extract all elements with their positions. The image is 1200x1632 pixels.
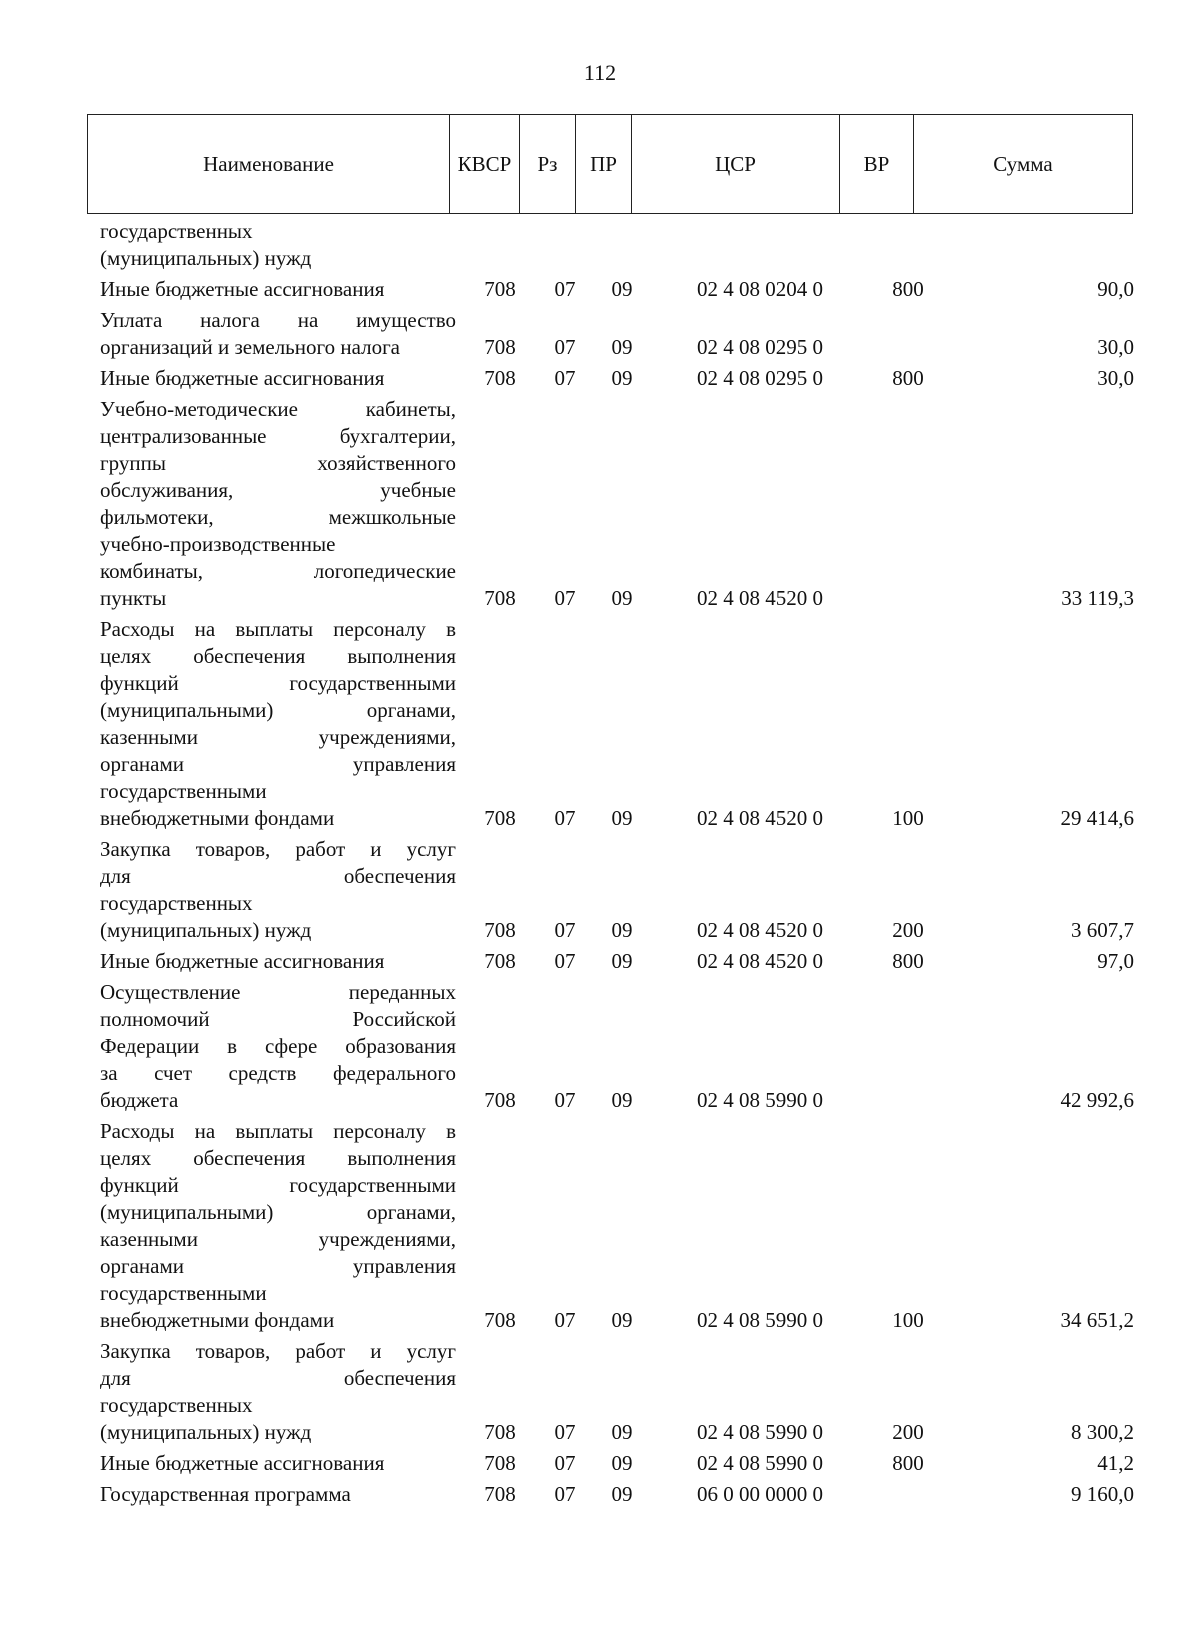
cell-kvsr: 708 (484, 1308, 516, 1332)
row-name-line: группы хозяйственного (100, 451, 456, 475)
table-row (0, 1338, 1200, 1446)
row-name-line: целях обеспечения выполнения (100, 644, 456, 668)
cell-csr: 02 4 08 4520 0 (697, 949, 823, 973)
row-name-line: обслуживания, учебные (100, 478, 456, 502)
row-name-line: государственных (100, 891, 253, 915)
cell-vr: 200 (892, 1420, 924, 1444)
cell-vr: 100 (892, 806, 924, 830)
cell-pr: 09 (611, 1482, 633, 1506)
cell-pr: 09 (611, 586, 633, 610)
cell-csr: 02 4 08 0204 0 (697, 277, 823, 301)
row-name (100, 948, 456, 975)
cell-rz: 07 (554, 806, 576, 830)
table-row (0, 307, 1200, 361)
row-name-line: Закупка товаров, работ и услуг (100, 1339, 456, 1363)
cell-csr: 02 4 08 0295 0 (697, 366, 823, 390)
row-name (100, 616, 456, 832)
cell-kvsr: 708 (484, 1451, 516, 1475)
table-row (0, 1481, 1200, 1508)
row-name-line: государственных (100, 219, 253, 243)
row-name (100, 1118, 456, 1334)
cell-sum: 3 607,7 (1071, 918, 1134, 942)
row-name-line: Иные бюджетные ассигнования (100, 1451, 385, 1475)
cell-sum: 42 992,6 (1060, 1088, 1134, 1112)
header-sum: Сумма (993, 151, 1053, 176)
cell-sum: 29 414,6 (1060, 806, 1134, 830)
row-name-line: Расходы на выплаты персоналу в (100, 617, 456, 641)
cell-rz: 07 (554, 1308, 576, 1332)
row-name-line: государственных (100, 1393, 253, 1417)
cell-sum: 30,0 (1097, 366, 1134, 390)
row-name-line: Государственная программа (100, 1482, 351, 1506)
page-number: 112 (583, 60, 617, 85)
cell-pr: 09 (611, 1451, 633, 1475)
cell-rz: 07 (554, 1451, 576, 1475)
cell-csr: 06 0 00 0000 0 (697, 1482, 823, 1506)
row-name (100, 396, 456, 612)
cell-sum: 97,0 (1097, 949, 1134, 973)
cell-kvsr: 708 (484, 586, 516, 610)
row-name (100, 307, 456, 361)
row-name-line: государственными (100, 779, 267, 803)
row-name-line: внебюджетными фондами (100, 806, 335, 830)
cell-rz: 07 (554, 277, 576, 301)
cell-rz: 07 (554, 949, 576, 973)
cell-pr: 09 (611, 949, 633, 973)
row-name-line: бюджета (100, 1088, 179, 1112)
row-name-line: (муниципальных) нужд (100, 246, 312, 270)
row-name-line: (муниципальных) нужд (100, 918, 312, 942)
row-name-line: казенными учреждениями, (100, 1227, 456, 1251)
row-name-line: Уплата налога на имущество (100, 308, 456, 332)
row-name-line: для обеспечения (100, 1366, 456, 1390)
row-name (100, 276, 456, 303)
table-row (0, 616, 1200, 832)
row-name-line: (муниципальными) органами, (100, 1200, 456, 1224)
cell-rz: 07 (554, 1420, 576, 1444)
cell-pr: 09 (611, 918, 633, 942)
row-name-line: целях обеспечения выполнения (100, 1146, 456, 1170)
row-name-line: (муниципальными) органами, (100, 698, 456, 722)
cell-pr: 09 (611, 806, 633, 830)
row-name-line: органами управления (100, 1254, 456, 1278)
row-name-line: организаций и земельного налога (100, 335, 400, 359)
cell-csr: 02 4 08 4520 0 (697, 586, 823, 610)
table-row (0, 1450, 1200, 1477)
cell-vr: 800 (892, 1451, 924, 1475)
row-name-line: (муниципальных) нужд (100, 1420, 312, 1444)
row-name-line: учебно-производственные (100, 532, 336, 556)
row-name-line: за счет средств федерального (100, 1061, 456, 1085)
cell-sum: 33 119,3 (1061, 586, 1134, 610)
table-row (0, 276, 1200, 303)
cell-kvsr: 708 (484, 1420, 516, 1444)
row-name (100, 836, 456, 944)
cell-vr: 800 (892, 949, 924, 973)
table-header (87, 114, 1133, 214)
row-name-line: Федерации в сфере образования (100, 1034, 456, 1058)
row-name-line: Иные бюджетные ассигнования (100, 366, 385, 390)
row-name-line: для обеспечения (100, 864, 456, 888)
row-name (100, 1450, 456, 1477)
cell-kvsr: 708 (484, 335, 516, 359)
cell-kvsr: 708 (484, 918, 516, 942)
row-name-line: полномочий Российской (100, 1007, 456, 1031)
cell-pr: 09 (611, 1420, 633, 1444)
row-name-line: комбинаты, логопедические (100, 559, 456, 583)
cell-pr: 09 (611, 1308, 633, 1332)
row-name (100, 979, 456, 1114)
header-vr: ВР (840, 115, 914, 213)
cell-kvsr: 708 (484, 1088, 516, 1112)
cell-csr: 02 4 08 0295 0 (697, 335, 823, 359)
cell-kvsr: 708 (484, 366, 516, 390)
cell-vr: 200 (892, 918, 924, 942)
cell-kvsr: 708 (484, 1482, 516, 1506)
cell-sum: 90,0 (1097, 277, 1134, 301)
cell-kvsr: 708 (484, 806, 516, 830)
table-row (0, 979, 1200, 1114)
row-name-line: фильмотеки, межшкольные (100, 505, 456, 529)
cell-vr: 800 (892, 277, 924, 301)
row-name-line: внебюджетными фондами (100, 1308, 335, 1332)
cell-sum: 8 300,2 (1071, 1420, 1134, 1444)
row-name-line: Закупка товаров, работ и услуг (100, 837, 456, 861)
cell-csr: 02 4 08 4520 0 (697, 806, 823, 830)
cell-pr: 09 (611, 366, 633, 390)
cell-sum: 9 160,0 (1071, 1482, 1134, 1506)
table-body (0, 218, 1200, 1508)
row-name-line: государственными (100, 1281, 267, 1305)
row-name-line: Осуществление переданных (100, 980, 456, 1004)
row-name (100, 1481, 456, 1508)
cell-csr: 02 4 08 5990 0 (697, 1088, 823, 1112)
cell-csr: 02 4 08 5990 0 (697, 1308, 823, 1332)
row-name-line: централизованные бухгалтерии, (100, 424, 456, 448)
row-name-line: функций государственными (100, 671, 456, 695)
header-csr: ЦСР (632, 115, 840, 213)
row-name-line: казенными учреждениями, (100, 725, 456, 749)
table-row (0, 948, 1200, 975)
row-name-line: органами управления (100, 752, 456, 776)
cell-sum: 41,2 (1097, 1451, 1134, 1475)
row-name-line: функций государственными (100, 1173, 456, 1197)
cell-rz: 07 (554, 335, 576, 359)
row-name-line: пункты (100, 586, 167, 610)
cell-rz: 07 (554, 1088, 576, 1112)
row-name (100, 1338, 456, 1446)
cell-rz: 07 (554, 918, 576, 942)
cell-rz: 07 (554, 586, 576, 610)
cell-vr: 100 (892, 1308, 924, 1332)
cell-csr: 02 4 08 5990 0 (697, 1420, 823, 1444)
cell-sum: 30,0 (1097, 335, 1134, 359)
header-name: Наименование (88, 115, 450, 213)
header-rz: Рз (520, 115, 576, 213)
header-pr: ПР (576, 115, 632, 213)
cell-pr: 09 (611, 277, 633, 301)
row-name-line: Учебно-методические кабинеты, (100, 397, 456, 421)
cell-vr: 800 (892, 366, 924, 390)
table-row (0, 836, 1200, 944)
row-name (100, 365, 456, 392)
cell-kvsr: 708 (484, 277, 516, 301)
table-row (0, 1118, 1200, 1334)
cell-csr: 02 4 08 5990 0 (697, 1451, 823, 1475)
cell-pr: 09 (611, 335, 633, 359)
row-name-line: Расходы на выплаты персоналу в (100, 1119, 456, 1143)
row-name-line: Иные бюджетные ассигнования (100, 949, 385, 973)
header-kvsr: КВСР (450, 115, 520, 213)
table-row (0, 396, 1200, 612)
cell-kvsr: 708 (484, 949, 516, 973)
cell-rz: 07 (554, 366, 576, 390)
row-name-line: Иные бюджетные ассигнования (100, 277, 385, 301)
table-row (0, 365, 1200, 392)
cell-sum: 34 651,2 (1060, 1308, 1134, 1332)
row-name (100, 218, 456, 272)
cell-rz: 07 (554, 1482, 576, 1506)
cell-csr: 02 4 08 4520 0 (697, 918, 823, 942)
table-row (0, 218, 1200, 272)
cell-pr: 09 (611, 1088, 633, 1112)
